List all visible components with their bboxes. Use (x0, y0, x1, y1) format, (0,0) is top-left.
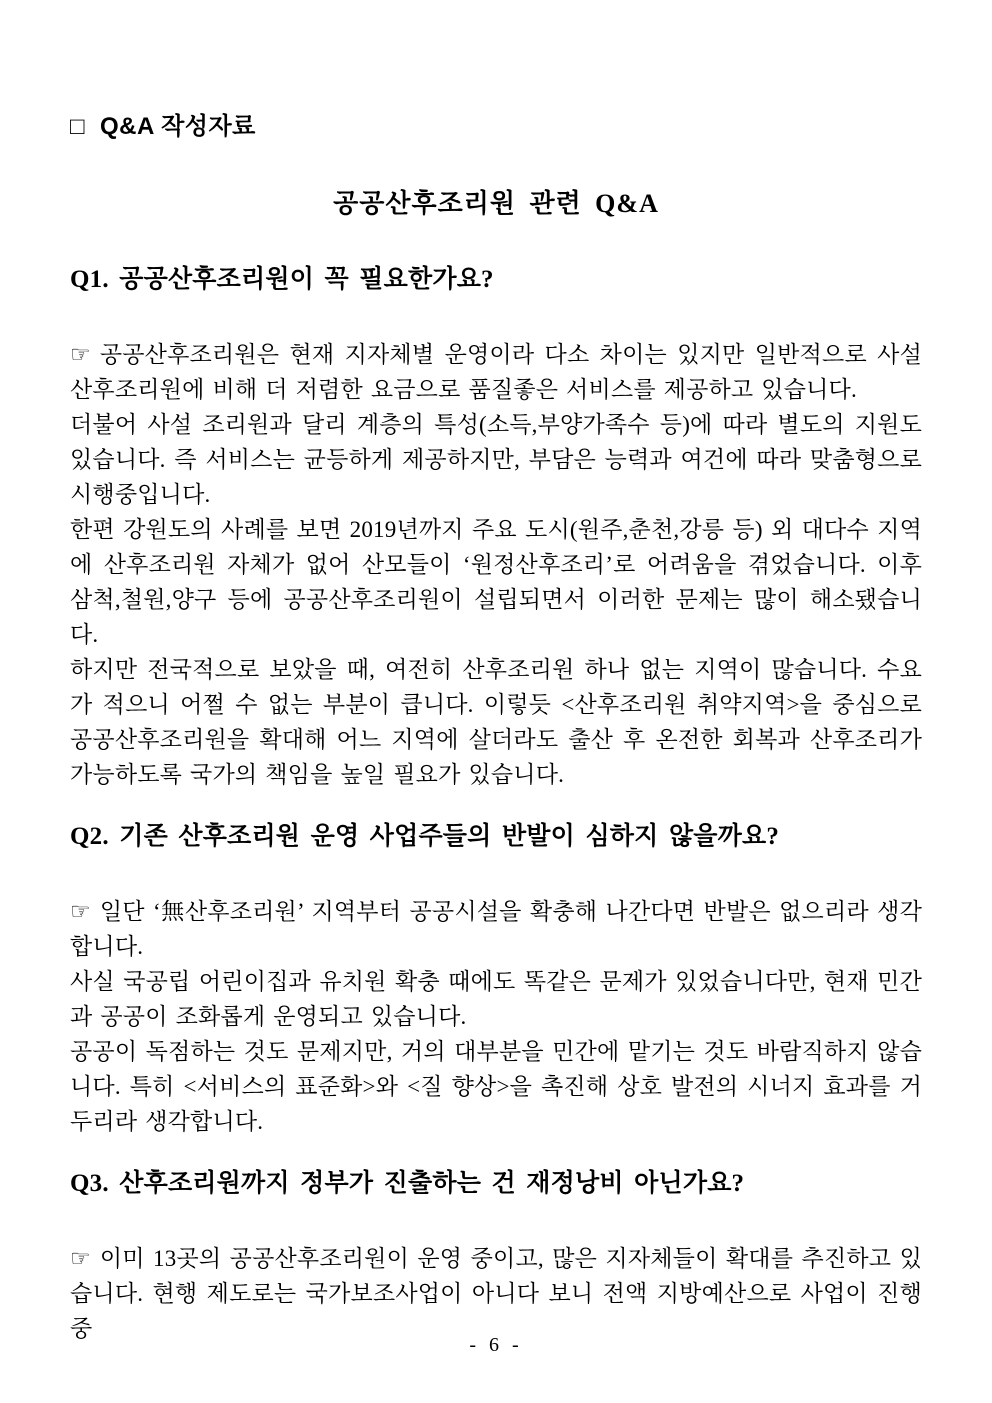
answer-paragraph: 더불어 사설 조리원과 달리 계층의 특성(소득,부양가족수 등)에 따라 별도의 지원도 있습니다. 즉 서비스는 균등하게 제공하지만, 부담은 능력과 여건에 따라 맞춤형으로 시행중입니다. (70, 412, 922, 507)
pointing-hand-icon: ☞ (70, 1246, 91, 1271)
pointing-hand-icon: ☞ (70, 899, 91, 924)
answer-paragraph: 공공이 독점하는 것도 문제지만, 거의 대부분을 민간에 맡기는 것도 바람직하지 않습니다. 특히 <서비스의 표준화>와 <질 향상>을 촉진해 상호 발전의 시너지 효과를 거두리라 생각합니다. (70, 1039, 922, 1134)
question-q2: Q2. 기존 산후조리원 운영 사업주들의 반발이 심하지 않을까요? (70, 823, 780, 850)
answer-paragraph: 한편 강원도의 사례를 보면 2019년까지 주요 도시(원주,춘천,강릉 등) 외 대다수 지역에 산후조리원 자체가 없어 산모들이 ‘원정산후조리’로 어려움을 겪었습니다. 이후 삼척,철원,양구 등에 공공산후조리원이 설립되면서 이러한 문제는 많이 해소됐습니다. (70, 517, 922, 647)
answer-text: 공공산후조리원은 현재 지자체별 운영이라 다소 차이는 있지만 일반적으로 사설 산후조리원에 비해 더 저렴한 요금으로 품질좋은 서비스를 제공하고 있습니다. (70, 342, 922, 402)
qa-section-q3 (70, 1166, 922, 1346)
answer-text: 이미 13곳의 공공산후조리원이 운영 중이고, 많은 지자체들이 확대를 추진하고 있습니다. 현행 제도로는 국가보조사업이 아니다 보니 전액 지방예산으로 사업이 진행 중 (70, 1246, 922, 1341)
answer-text: 일단 ‘無산후조리원’ 지역부터 공공시설을 확충해 나간다면 반발은 없으리라 생각합니다. (70, 899, 922, 959)
answer-paragraph: 사실 국공립 어린이집과 유치원 확충 때에도 똑같은 문제가 있었습니다만, 현재 민간과 공공이 조화롭게 운영되고 있습니다. (70, 969, 922, 1029)
answer-paragraph (70, 337, 922, 407)
answer-paragraph (70, 1241, 922, 1346)
doc-title: 공공산후조리원 관련 Q&A (333, 189, 659, 218)
square-bullet-icon: □ (70, 113, 85, 140)
qa-section-q1 (70, 262, 922, 792)
question-q3: Q3. 산후조리원까지 정부가 진출하는 건 재정낭비 아닌가요? (70, 1170, 745, 1197)
doc-header (70, 113, 922, 141)
qa-section-q2 (70, 819, 922, 1139)
answer-paragraph (70, 894, 922, 964)
doc-header-label: Q&A 작성자료 (100, 113, 256, 140)
page-number: - 6 - (469, 1334, 523, 1356)
answer-paragraph: 하지만 전국적으로 보았을 때, 여전히 산후조리원 하나 없는 지역이 많습니다. 수요가 적으니 어쩔 수 없는 부분이 큽니다. 이렇듯 <산후조리원 취약지역>을 중심으로 공공산후조리원을 확대해 어느 지역에 살더라도 출산 후 온전한 회복과 산후조리가 가능하도록 국가의 책임을 높일 필요가 있습니다. (70, 657, 922, 787)
question-q1: Q1. 공공산후조리원이 꼭 필요한가요? (70, 266, 494, 293)
pointing-hand-icon: ☞ (70, 342, 91, 367)
